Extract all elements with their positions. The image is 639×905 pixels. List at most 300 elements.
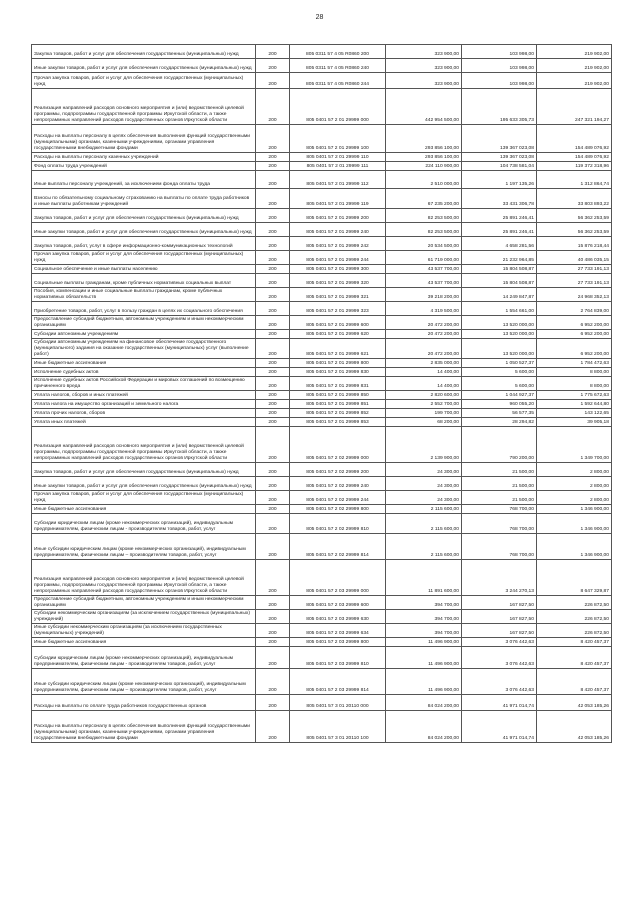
row-name-cell: Уплата налогов, сборов и иных платежей (32, 391, 256, 400)
row-kbk-cell: 805 0311 57 4 05 R0860 200 (290, 45, 386, 59)
table-row (32, 189, 612, 209)
row-name-cell: Расходы на выплаты по оплате труда работников государственных органов (32, 695, 256, 711)
row-amount-executed-cell: 167 827,50 (462, 596, 537, 610)
row-code-cell: 200 (256, 209, 290, 223)
row-kbk-cell: 805 0401 57 2 01 29999 242 (290, 237, 386, 251)
row-kbk-cell: 805 0401 57 2 01 29999 850 (290, 391, 386, 400)
row-code-cell: 200 (256, 505, 290, 514)
row-amount-remaining-cell: 1 312 864,74 (537, 171, 612, 189)
row-name-cell: Реализация направлений расходов основного мероприятия и (или) ведомственной целевой программы, подпрограммы государственной программы Иркутской области, а также непрограммных направлений расходов государственных органов Иркутской области (32, 89, 256, 125)
row-amount-executed-cell: 104 738 581,04 (462, 162, 537, 171)
table-row (32, 418, 612, 427)
row-amount-executed-cell: 13 520 000,00 (462, 339, 537, 359)
row-name-cell: Расходы на выплаты персоналу в целях обеспечения выполнения функций государственными (муниципальными) органами, казенными учреждениями, органами управления государственными внебюджетными фондами (32, 711, 256, 743)
row-kbk-cell: 805 0401 57 2 01 29999 244 (290, 251, 386, 265)
table-row (32, 695, 612, 711)
row-kbk-cell: 805 0401 57 2 02 29999 000 (290, 427, 386, 463)
row-amount-executed-cell: 1 197 135,26 (462, 171, 537, 189)
row-kbk-cell: 805 0401 57 2 01 29999 621 (290, 339, 386, 359)
table-row (32, 400, 612, 409)
table-row (32, 409, 612, 418)
row-amount-planned-cell: 43 537 700,00 (386, 274, 462, 288)
row-code-cell: 200 (256, 463, 290, 477)
row-amount-executed-cell: 15 804 508,87 (462, 274, 537, 288)
table-row (32, 596, 612, 610)
row-amount-remaining-cell: 27 733 191,13 (537, 265, 612, 274)
row-code-cell: 200 (256, 339, 290, 359)
row-amount-planned-cell: 24 300,00 (386, 463, 462, 477)
row-code-cell: 200 (256, 223, 290, 237)
table-row (32, 171, 612, 189)
row-kbk-cell: 805 0401 57 2 01 29999 323 (290, 302, 386, 316)
row-amount-remaining-cell: 33 803 893,22 (537, 189, 612, 209)
row-code-cell: 200 (256, 596, 290, 610)
table-row (32, 368, 612, 377)
row-code-cell: 200 (256, 377, 290, 391)
row-code-cell: 200 (256, 400, 290, 409)
row-amount-planned-cell: 20 472 200,00 (386, 316, 462, 330)
row-amount-planned-cell: 82 253 500,00 (386, 223, 462, 237)
row-amount-remaining-cell: 2 800,00 (537, 491, 612, 505)
row-code-cell: 200 (256, 534, 290, 560)
table-row (32, 463, 612, 477)
row-amount-executed-cell: 103 998,00 (462, 45, 537, 59)
row-amount-executed-cell: 21 232 964,85 (462, 251, 537, 265)
row-code-cell: 200 (256, 409, 290, 418)
row-amount-remaining-cell: 219 902,00 (537, 73, 612, 89)
row-amount-executed-cell: 28 294,82 (462, 418, 537, 427)
table-row (32, 491, 612, 505)
table-row (32, 514, 612, 534)
table-row (32, 288, 612, 302)
row-amount-planned-cell: 394 700,00 (386, 596, 462, 610)
row-kbk-cell: 805 0401 57 2 01 29999 111 (290, 162, 386, 171)
table-row (32, 339, 612, 359)
row-amount-executed-cell: 4 658 281,56 (462, 237, 537, 251)
row-amount-remaining-cell: 42 053 185,26 (537, 711, 612, 743)
row-amount-remaining-cell: 1 592 644,80 (537, 400, 612, 409)
row-amount-planned-cell: 84 024 200,00 (386, 695, 462, 711)
row-amount-remaining-cell: 143 122,65 (537, 409, 612, 418)
table-row (32, 624, 612, 638)
row-kbk-cell: 805 0401 57 2 02 29999 200 (290, 463, 386, 477)
row-kbk-cell: 805 0401 57 2 01 29999 852 (290, 409, 386, 418)
row-amount-remaining-cell: 2 800,00 (537, 477, 612, 491)
table-row (32, 89, 612, 125)
row-kbk-cell: 805 0401 57 2 01 29999 800 (290, 359, 386, 368)
row-kbk-cell: 805 0401 57 2 01 29999 100 (290, 125, 386, 153)
row-amount-remaining-cell: 1 346 900,00 (537, 534, 612, 560)
row-amount-executed-cell: 3 076 442,63 (462, 669, 537, 695)
row-amount-remaining-cell: 226 872,50 (537, 624, 612, 638)
budget-table (31, 44, 612, 743)
row-amount-remaining-cell: 8 647 329,87 (537, 560, 612, 596)
row-amount-remaining-cell: 219 902,00 (537, 59, 612, 73)
row-code-cell: 200 (256, 189, 290, 209)
table-row (32, 391, 612, 400)
table-row (32, 251, 612, 265)
row-amount-remaining-cell: 2 764 839,00 (537, 302, 612, 316)
row-kbk-cell: 805 0401 57 2 01 29999 119 (290, 189, 386, 209)
row-name-cell: Социальное обеспечение и иные выплаты населению (32, 265, 256, 274)
row-name-cell: Иные субсидии юридическим лицам (кроме некоммерческих организаций), индивидуальным предпринимателям, физическим лицам – производителям товаров, работ, услуг (32, 534, 256, 560)
row-amount-remaining-cell: 1 349 700,00 (537, 427, 612, 463)
row-name-cell: Предоставление субсидий бюджетным, автономным учреждениям и иным некоммерческим организациям (32, 596, 256, 610)
row-kbk-cell: 805 0311 57 4 05 R0860 240 (290, 59, 386, 73)
row-amount-executed-cell: 5 600,00 (462, 368, 537, 377)
row-name-cell: Субсидии автономным учреждениям на финансовое обеспечение государственного (муниципального) задания на оказание государственных (муниципальных) услуг (выполнение работ) (32, 339, 256, 359)
row-amount-planned-cell: 68 200,00 (386, 418, 462, 427)
row-amount-planned-cell: 2 115 600,00 (386, 534, 462, 560)
row-amount-planned-cell: 4 319 500,00 (386, 302, 462, 316)
row-amount-planned-cell: 82 253 500,00 (386, 209, 462, 223)
row-kbk-cell: 805 0401 57 2 01 29999 240 (290, 223, 386, 237)
row-kbk-cell: 805 0401 57 2 01 29999 620 (290, 330, 386, 339)
row-code-cell: 200 (256, 59, 290, 73)
row-amount-planned-cell: 67 235 200,00 (386, 189, 462, 209)
row-amount-planned-cell: 2 139 900,00 (386, 427, 462, 463)
row-code-cell: 200 (256, 125, 290, 153)
row-amount-executed-cell: 139 367 023,08 (462, 153, 537, 162)
row-code-cell: 200 (256, 316, 290, 330)
row-kbk-cell: 805 0401 57 2 03 29999 634 (290, 624, 386, 638)
row-name-cell: Исполнение судебных актов Российской Федерации и мировых соглашений по возмещению причиненного вреда (32, 377, 256, 391)
row-amount-remaining-cell: 15 876 218,44 (537, 237, 612, 251)
row-amount-executed-cell: 768 700,00 (462, 534, 537, 560)
row-amount-remaining-cell: 247 321 194,27 (537, 89, 612, 125)
row-amount-executed-cell: 167 827,50 (462, 610, 537, 624)
row-name-cell: Субсидии юридическим лицам (кроме некоммерческих организаций), индивидуальным предпринимателям, физическим лицам - производителям товаров, работ, услуг (32, 514, 256, 534)
row-code-cell: 200 (256, 368, 290, 377)
row-amount-executed-cell: 14 249 847,87 (462, 288, 537, 302)
row-amount-planned-cell: 2 552 700,00 (386, 400, 462, 409)
row-code-cell: 200 (256, 491, 290, 505)
row-amount-executed-cell: 1 554 661,00 (462, 302, 537, 316)
row-amount-planned-cell: 11 891 600,00 (386, 560, 462, 596)
row-amount-remaining-cell: 154 489 076,92 (537, 125, 612, 153)
row-kbk-cell: 805 0401 57 2 03 29999 630 (290, 610, 386, 624)
row-kbk-cell: 805 0401 57 2 02 29999 814 (290, 534, 386, 560)
table-row (32, 153, 612, 162)
row-amount-remaining-cell: 42 053 185,26 (537, 695, 612, 711)
row-code-cell: 200 (256, 647, 290, 669)
row-amount-executed-cell: 768 700,00 (462, 505, 537, 514)
row-code-cell: 200 (256, 560, 290, 596)
row-kbk-cell: 805 0311 57 4 05 R0860 244 (290, 73, 386, 89)
row-code-cell: 200 (256, 302, 290, 316)
row-name-cell: Субсидии некоммерческим организациям (за исключением государственных (муниципальных) учреждений) (32, 610, 256, 624)
row-name-cell: Иные бюджетные ассигнования (32, 505, 256, 514)
row-amount-remaining-cell: 40 486 035,15 (537, 251, 612, 265)
table-row (32, 274, 612, 288)
row-amount-executed-cell: 21 500,00 (462, 463, 537, 477)
table-row (32, 377, 612, 391)
row-name-cell: Иные закупки товаров, работ и услуг для обеспечения государственных (муниципальных) нужд (32, 223, 256, 237)
row-amount-planned-cell: 2 115 600,00 (386, 505, 462, 514)
row-amount-planned-cell: 323 900,00 (386, 45, 462, 59)
row-amount-executed-cell: 3 076 442,63 (462, 647, 537, 669)
row-kbk-cell: 805 0401 57 2 01 29999 300 (290, 265, 386, 274)
row-name-cell: Закупка товаров, работ и услуг для обеспечения государственных (муниципальных) нужд (32, 463, 256, 477)
row-amount-planned-cell: 2 820 600,00 (386, 391, 462, 400)
row-name-cell: Иные бюджетные ассигнования (32, 638, 256, 647)
row-kbk-cell: 805 0401 57 2 02 29999 240 (290, 477, 386, 491)
table-row (32, 45, 612, 59)
table-row (32, 477, 612, 491)
row-amount-planned-cell: 11 496 900,00 (386, 669, 462, 695)
row-name-cell: Иные бюджетные ассигнования (32, 359, 256, 368)
row-code-cell: 200 (256, 427, 290, 463)
row-kbk-cell: 805 0401 57 2 01 29999 110 (290, 153, 386, 162)
row-amount-remaining-cell: 27 733 191,13 (537, 274, 612, 288)
row-name-cell: Взносы по обязательному социальному страхованию на выплаты по оплате труда работников и иные выплаты работникам учреждений (32, 189, 256, 209)
row-code-cell: 200 (256, 153, 290, 162)
row-name-cell: Социальные выплаты гражданам, кроме публичных нормативных социальных выплат (32, 274, 256, 288)
row-amount-executed-cell: 1 050 527,37 (462, 359, 537, 368)
row-amount-planned-cell: 293 856 100,00 (386, 153, 462, 162)
table-row (32, 560, 612, 596)
row-code-cell: 200 (256, 73, 290, 89)
row-name-cell: Расходы на выплаты персоналу казенных учреждений (32, 153, 256, 162)
row-name-cell: Фонд оплаты труда учреждений (32, 162, 256, 171)
row-code-cell: 200 (256, 89, 290, 125)
table-row (32, 330, 612, 339)
row-name-cell: Расходы на выплаты персоналу в целях обеспечения выполнения функций государственными (муниципальными) органами, казенными учреждениями, органами управления государственными внебюджетными фондами (32, 125, 256, 153)
row-kbk-cell: 805 0401 57 2 01 29999 000 (290, 89, 386, 125)
row-name-cell: Исполнение судебных актов (32, 368, 256, 377)
row-amount-remaining-cell: 226 872,50 (537, 596, 612, 610)
row-amount-planned-cell: 24 300,00 (386, 477, 462, 491)
table-row (32, 316, 612, 330)
row-amount-planned-cell: 394 700,00 (386, 610, 462, 624)
row-name-cell: Уплата налога на имущество организаций и земельного налога (32, 400, 256, 409)
row-amount-planned-cell: 20 472 200,00 (386, 330, 462, 339)
row-amount-planned-cell: 199 700,00 (386, 409, 462, 418)
row-code-cell: 200 (256, 171, 290, 189)
row-kbk-cell: 805 0401 57 2 01 29999 831 (290, 377, 386, 391)
row-amount-executed-cell: 5 600,00 (462, 377, 537, 391)
row-name-cell: Предоставление субсидий бюджетным, автономным учреждениям и иным некоммерческим организациям (32, 316, 256, 330)
row-amount-remaining-cell: 154 489 076,92 (537, 153, 612, 162)
table-row (32, 711, 612, 743)
table-row (32, 427, 612, 463)
row-amount-executed-cell: 195 633 305,73 (462, 89, 537, 125)
row-code-cell: 200 (256, 274, 290, 288)
row-amount-planned-cell: 39 218 200,00 (386, 288, 462, 302)
row-code-cell: 200 (256, 251, 290, 265)
row-amount-planned-cell: 442 954 500,00 (386, 89, 462, 125)
row-kbk-cell: 805 0401 57 2 01 29999 830 (290, 368, 386, 377)
table-row (32, 302, 612, 316)
row-code-cell: 200 (256, 638, 290, 647)
row-code-cell: 200 (256, 695, 290, 711)
row-name-cell: Уплата иных платежей (32, 418, 256, 427)
row-amount-executed-cell: 56 577,35 (462, 409, 537, 418)
row-code-cell: 200 (256, 288, 290, 302)
row-amount-planned-cell: 14 400,00 (386, 377, 462, 391)
row-name-cell: Субсидии автономным учреждениям (32, 330, 256, 339)
row-amount-executed-cell: 103 998,00 (462, 73, 537, 89)
row-name-cell: Прочая закупка товаров, работ и услуг для обеспечения государственных (муниципальных) нужд (32, 251, 256, 265)
row-code-cell: 200 (256, 610, 290, 624)
table-row (32, 59, 612, 73)
row-kbk-cell: 805 0401 57 2 02 29999 800 (290, 505, 386, 514)
row-code-cell: 200 (256, 624, 290, 638)
table-row (32, 359, 612, 368)
row-code-cell: 200 (256, 237, 290, 251)
row-name-cell: Реализация направлений расходов основного мероприятия и (или) ведомственной целевой программы, подпрограммы государственной программы Иркутской области, а также непрограммных направлений расходов государственных органов Иркутской области (32, 427, 256, 463)
row-amount-remaining-cell: 1 346 900,00 (537, 514, 612, 534)
row-amount-remaining-cell: 39 905,18 (537, 418, 612, 427)
row-amount-executed-cell: 15 804 508,87 (462, 265, 537, 274)
row-name-cell: Иные субсидии некоммерческим организациям (за исключением государственных (муниципальных) учреждений) (32, 624, 256, 638)
row-name-cell: Закупка товаров, работ, услуг в сфере информационно-коммуникационных технологий (32, 237, 256, 251)
row-code-cell: 200 (256, 477, 290, 491)
row-code-cell: 200 (256, 418, 290, 427)
row-amount-remaining-cell: 24 968 352,13 (537, 288, 612, 302)
row-kbk-cell: 805 0401 57 2 01 29999 200 (290, 209, 386, 223)
row-kbk-cell: 805 0401 57 2 01 29999 853 (290, 418, 386, 427)
row-amount-remaining-cell: 6 952 200,00 (537, 339, 612, 359)
row-code-cell: 200 (256, 265, 290, 274)
row-kbk-cell: 805 0401 57 2 01 29999 321 (290, 288, 386, 302)
row-amount-planned-cell: 394 700,00 (386, 624, 462, 638)
row-amount-planned-cell: 20 534 500,00 (386, 237, 462, 251)
row-amount-remaining-cell: 6 952 200,00 (537, 330, 612, 339)
row-amount-remaining-cell: 1 784 472,63 (537, 359, 612, 368)
row-name-cell: Иные закупки товаров, работ и услуг для обеспечения государственных (муниципальных) нужд (32, 59, 256, 73)
row-name-cell: Реализация направлений расходов основного мероприятия и (или) ведомственной целевой программы, подпрограммы государственной программы Иркутской области, а также непрограммных направлений расходов государственных органов Иркутской области (32, 560, 256, 596)
row-name-cell: Субсидии юридическим лицам (кроме некоммерческих организаций), индивидуальным предпринимателям, физическим лицам - производителям товаров, работ, услуг (32, 647, 256, 669)
row-amount-executed-cell: 25 891 246,41 (462, 209, 537, 223)
table-row (32, 534, 612, 560)
row-amount-planned-cell: 2 115 600,00 (386, 514, 462, 534)
row-code-cell: 200 (256, 45, 290, 59)
row-amount-planned-cell: 61 719 000,00 (386, 251, 462, 265)
row-amount-remaining-cell: 6 952 200,00 (537, 316, 612, 330)
row-amount-executed-cell: 41 971 014,74 (462, 695, 537, 711)
row-name-cell: Уплата прочих налогов, сборов (32, 409, 256, 418)
row-amount-planned-cell: 11 496 900,00 (386, 638, 462, 647)
row-amount-executed-cell: 21 500,00 (462, 477, 537, 491)
row-code-cell: 200 (256, 162, 290, 171)
row-amount-planned-cell: 2 835 000,00 (386, 359, 462, 368)
row-amount-planned-cell: 43 537 700,00 (386, 265, 462, 274)
row-amount-planned-cell: 323 900,00 (386, 73, 462, 89)
row-amount-planned-cell: 14 400,00 (386, 368, 462, 377)
row-amount-executed-cell: 768 700,00 (462, 514, 537, 534)
row-amount-remaining-cell: 8 420 457,37 (537, 669, 612, 695)
row-amount-remaining-cell: 56 362 253,59 (537, 223, 612, 237)
table-row (32, 265, 612, 274)
row-amount-remaining-cell: 226 872,50 (537, 610, 612, 624)
table-row (32, 73, 612, 89)
row-name-cell: Закупка товаров, работ и услуг для обеспечения государственных (муниципальных) нужд (32, 45, 256, 59)
row-amount-remaining-cell: 1 346 900,00 (537, 505, 612, 514)
row-amount-planned-cell: 24 300,00 (386, 491, 462, 505)
row-amount-remaining-cell: 56 362 253,59 (537, 209, 612, 223)
row-kbk-cell: 805 0401 57 2 01 29999 320 (290, 274, 386, 288)
row-amount-remaining-cell: 8 800,00 (537, 377, 612, 391)
table-row (32, 610, 612, 624)
row-code-cell: 200 (256, 391, 290, 400)
row-amount-remaining-cell: 1 775 672,63 (537, 391, 612, 400)
row-amount-executed-cell: 167 827,50 (462, 624, 537, 638)
row-kbk-cell: 805 0401 57 2 02 29999 244 (290, 491, 386, 505)
row-amount-executed-cell: 3 076 442,63 (462, 638, 537, 647)
row-name-cell: Пособия, компенсации и иные социальные выплаты гражданам, кроме публичных нормативных обязательств (32, 288, 256, 302)
row-code-cell: 200 (256, 514, 290, 534)
table-row (32, 125, 612, 153)
row-amount-planned-cell: 11 496 900,00 (386, 647, 462, 669)
row-code-cell: 200 (256, 711, 290, 743)
row-amount-executed-cell: 103 998,00 (462, 59, 537, 73)
row-amount-executed-cell: 13 520 000,00 (462, 330, 537, 339)
page-number: 28 (315, 14, 324, 21)
row-kbk-cell: 805 0401 57 3 01 20110 000 (290, 695, 386, 711)
row-amount-planned-cell: 2 510 000,00 (386, 171, 462, 189)
table-row (32, 223, 612, 237)
row-kbk-cell: 805 0401 57 2 03 29999 000 (290, 560, 386, 596)
row-kbk-cell: 805 0401 57 2 03 29999 800 (290, 638, 386, 647)
row-amount-planned-cell: 224 110 900,00 (386, 162, 462, 171)
row-amount-executed-cell: 25 891 246,41 (462, 223, 537, 237)
row-amount-remaining-cell: 219 902,00 (537, 45, 612, 59)
row-name-cell: Закупка товаров, работ и услуг для обеспечения государственных (муниципальных) нужд (32, 209, 256, 223)
row-amount-planned-cell: 293 856 100,00 (386, 125, 462, 153)
row-kbk-cell: 805 0401 57 2 02 29999 810 (290, 514, 386, 534)
row-amount-executed-cell: 790 200,00 (462, 427, 537, 463)
table-row (32, 209, 612, 223)
row-kbk-cell: 805 0401 57 2 03 29999 814 (290, 669, 386, 695)
row-kbk-cell: 805 0401 57 2 03 29999 810 (290, 647, 386, 669)
row-kbk-cell: 805 0401 57 3 01 20110 100 (290, 711, 386, 743)
row-amount-executed-cell: 21 500,00 (462, 491, 537, 505)
row-kbk-cell: 805 0401 57 2 01 29999 600 (290, 316, 386, 330)
row-name-cell: Иные выплаты персоналу учреждений, за исключением фонда оплаты труда (32, 171, 256, 189)
row-amount-executed-cell: 139 367 023,08 (462, 125, 537, 153)
row-amount-remaining-cell: 8 800,00 (537, 368, 612, 377)
row-name-cell: Иные закупки товаров, работ и услуг для обеспечения государственных (муниципальных) нужд (32, 477, 256, 491)
row-code-cell: 200 (256, 359, 290, 368)
row-name-cell: Приобретение товаров, работ, услуг в пользу граждан в целях их социального обеспечения (32, 302, 256, 316)
table-row (32, 669, 612, 695)
table-row (32, 647, 612, 669)
row-amount-remaining-cell: 8 420 457,37 (537, 638, 612, 647)
table-row (32, 505, 612, 514)
row-amount-remaining-cell: 2 800,00 (537, 463, 612, 477)
row-amount-planned-cell: 20 472 200,00 (386, 339, 462, 359)
row-name-cell: Иные субсидии юридическим лицам (кроме некоммерческих организаций), индивидуальным предпринимателям, физическим лицам – производителям товаров, работ, услуг (32, 669, 256, 695)
table-row (32, 162, 612, 171)
row-amount-executed-cell: 3 244 270,13 (462, 560, 537, 596)
row-amount-planned-cell: 84 024 200,00 (386, 711, 462, 743)
row-amount-planned-cell: 323 900,00 (386, 59, 462, 73)
row-amount-remaining-cell: 119 372 318,96 (537, 162, 612, 171)
row-amount-executed-cell: 33 431 306,78 (462, 189, 537, 209)
row-amount-executed-cell: 41 971 014,74 (462, 711, 537, 743)
row-amount-executed-cell: 13 520 000,00 (462, 316, 537, 330)
row-amount-remaining-cell: 8 420 457,37 (537, 647, 612, 669)
row-code-cell: 200 (256, 669, 290, 695)
table-row (32, 638, 612, 647)
row-kbk-cell: 805 0401 57 2 03 29999 600 (290, 596, 386, 610)
row-kbk-cell: 805 0401 57 2 01 29999 112 (290, 171, 386, 189)
table-row (32, 237, 612, 251)
row-amount-executed-cell: 960 055,20 (462, 400, 537, 409)
row-code-cell: 200 (256, 330, 290, 339)
row-name-cell: Прочая закупка товаров, работ и услуг для обеспечения государственных (муниципальных) нужд (32, 491, 256, 505)
